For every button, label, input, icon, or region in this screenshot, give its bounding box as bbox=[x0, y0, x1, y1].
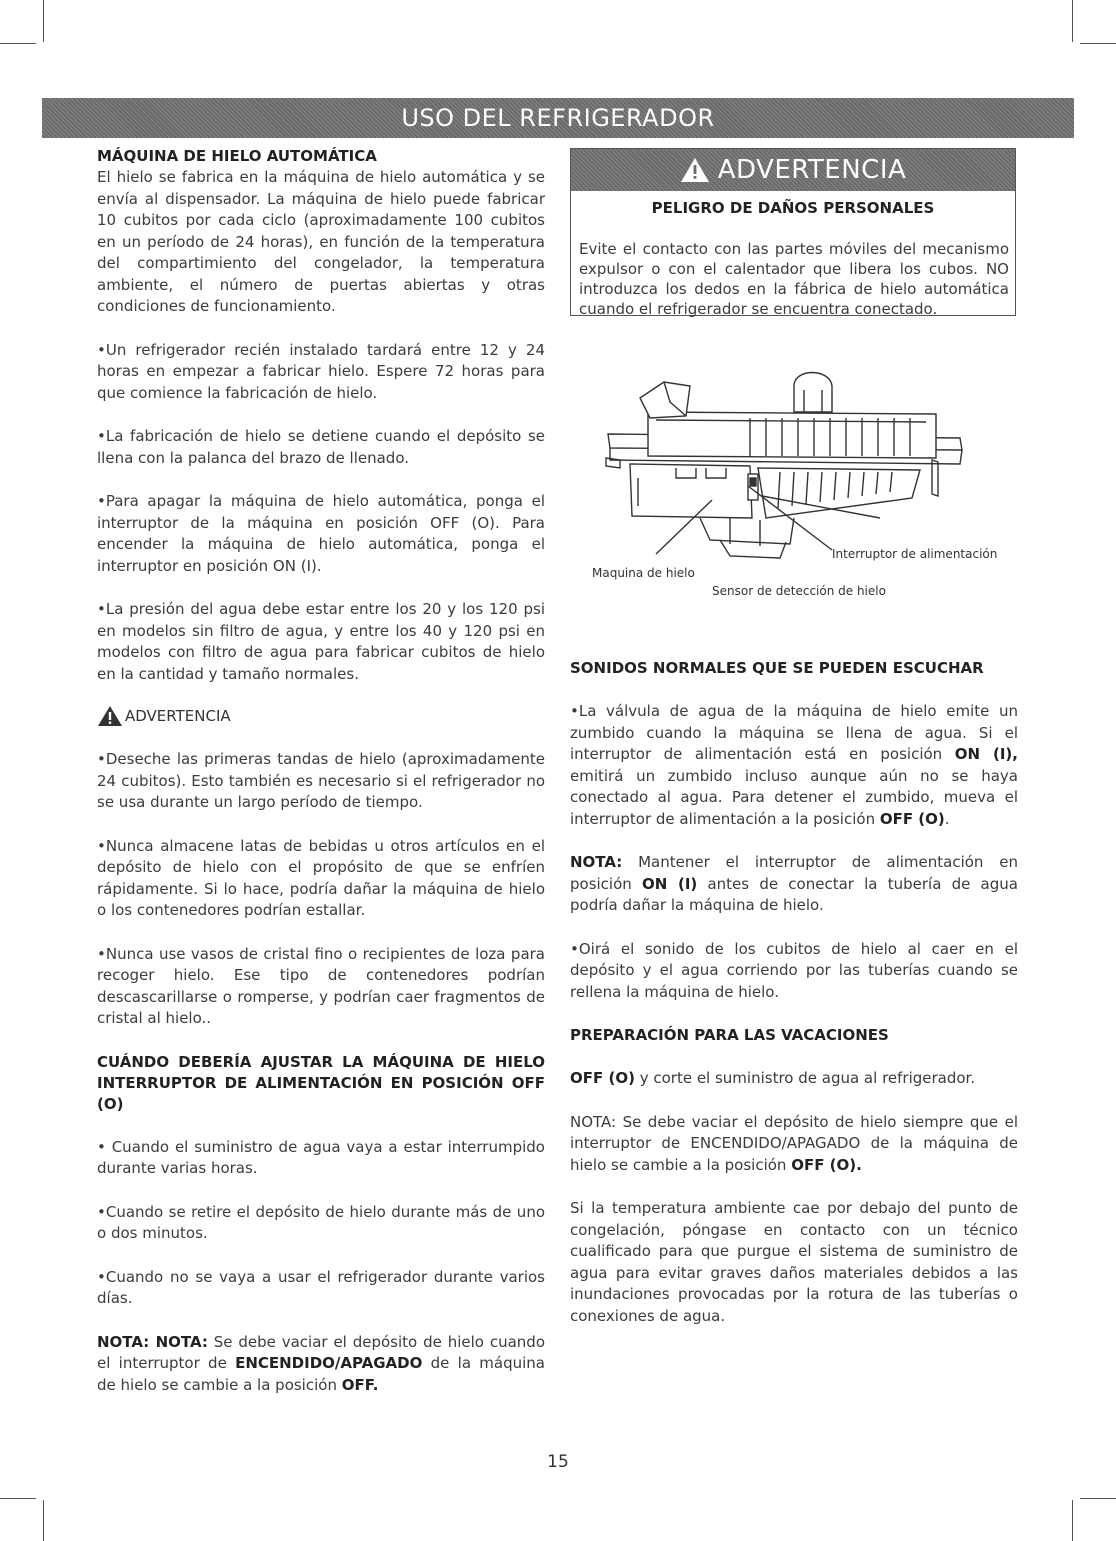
warning-bullet: •Nunca almacene latas de bebidas u otros artículos en el depósito de hielo con el propósito de que se enfríen rápidamente. Si lo hace, podría dañar la máquina de hielo o los contenedores podrían estallar. bbox=[97, 836, 545, 919]
vacation-paragraph bbox=[570, 1068, 1018, 1090]
note-bold: OFF. bbox=[341, 1375, 379, 1394]
note-text: de la máquina de hielo se cambie a la posición bbox=[97, 1354, 545, 1394]
ice-maker-illustration bbox=[580, 368, 1020, 608]
section-banner bbox=[42, 98, 1074, 138]
warning-box bbox=[570, 148, 1016, 316]
note-bold: ON (I) bbox=[642, 874, 698, 893]
label-ice-maker: Maquina de hielo bbox=[592, 566, 695, 580]
warning-heading bbox=[97, 705, 545, 727]
sounds-note bbox=[570, 852, 1018, 917]
warning-triangle-icon bbox=[680, 157, 710, 183]
crop-mark bbox=[0, 43, 36, 44]
ice-bullet: •Para apagar la máquina de hielo automática, ponga el interruptor de la máquina en posición OFF (O). Para encender la máquina de hielo automática, ponga el interruptor en posición ON (I). bbox=[97, 492, 545, 575]
warning-label: ADVERTENCIA bbox=[125, 706, 231, 725]
adjust-heading: CUÁNDO DEBERÍA AJUSTAR LA MÁQUINA DE HIELO INTERRUPTOR DE ALIMENTACIÓN EN POSICIÓN OFF (O) bbox=[97, 1052, 545, 1113]
left-column bbox=[97, 146, 545, 1396]
warning-box-body: Evite el contacto con las partes móviles del mecanismo expulsor o con el calentador que libera los cubos. NO introduzca los dedos en la fábrica de hielo automática cuando el refrigerador se encuentra conectado. bbox=[579, 240, 1009, 318]
ice-maker-intro: El hielo se fabrica en la máquina de hielo automática y se envía al dispensador. La máquina de hielo puede fabricar 10 cubitos por cada ciclo (aproximadamente 100 cubitos en un período de 24 horas), en función de la temperatura del compartimiento del congelador, la temperatura ambiente, el número de puertas abiertas y otras condiciones de funcionamiento. bbox=[97, 168, 545, 315]
ice-bullet: •La fabricación de hielo se detiene cuando el depósito se llena con la palanca del brazo de llenado. bbox=[97, 427, 545, 467]
ice-maker-diagram bbox=[580, 368, 1020, 608]
warning-bullet: •Nunca use vasos de cristal fino o recipientes de loza para recoger hielo. Ese tipo de contenedores podrían descascarillarse o romperse, y podrían caer fragmentos de cristal al hielo.. bbox=[97, 944, 545, 1027]
adjust-note bbox=[97, 1332, 545, 1397]
banner-title: USO DEL REFRIGERADOR bbox=[401, 104, 715, 132]
sounds-bold: ON (I), bbox=[954, 745, 1018, 763]
sounds-text: •La válvula de agua de la máquina de hielo emite un zumbido cuando la máquina se llena de agua. Si el interruptor de alimentación está en posición bbox=[570, 702, 1018, 763]
vacation-bold: OFF (O). bbox=[791, 1155, 862, 1174]
note-text: Mantener el interruptor de alimentación en posición bbox=[570, 853, 1018, 893]
sounds-paragraph: •Oirá el sonido de los cubitos de hielo al caer en el depósito y el agua corriendo por las tuberías cuando se rellena la máquina de hielo. bbox=[570, 939, 1018, 1001]
warning-box-subtitle: PELIGRO DE DAÑOS PERSONALES bbox=[651, 199, 935, 217]
ice-bullet: •Un refrigerador recién instalado tardará entre 12 y 24 horas en empezar a fabricar hielo. Espere 72 horas para que comience la fabricación de hielo. bbox=[97, 340, 545, 402]
crop-mark bbox=[43, 1500, 44, 1541]
adjust-bullet: •Cuando se retire el depósito de hielo durante más de uno o dos minutos. bbox=[97, 1202, 545, 1242]
adjust-bullet: • Cuando el suministro de agua vaya a estar interrumpido durante varias horas. bbox=[97, 1137, 545, 1177]
warning-triangle-icon bbox=[97, 705, 123, 727]
warning-bullet: •Deseche las primeras tandas de hielo (aproximadamente 24 cubitos). Esto también es necesario si el refrigerador no se usa durante un largo período de tiempo. bbox=[97, 750, 545, 811]
crop-mark bbox=[1080, 43, 1116, 44]
vacation-heading: PREPARACIÓN PARA LAS VACACIONES bbox=[570, 1026, 889, 1044]
note-text: antes de conectar la tubería de agua podría dañar la máquina de hielo. bbox=[570, 874, 1018, 914]
vacation-text: NOTA: Se debe vaciar el depósito de hielo siempre que el interruptor de ENCENDIDO/APAGADO de la máquina de hielo se cambie a la posición bbox=[570, 1112, 1018, 1174]
vacation-text: y corte el suministro de agua al refrigerador. bbox=[634, 1069, 976, 1087]
ice-maker-heading: MÁQUINA DE HIELO AUTOMÁTICA bbox=[97, 147, 377, 165]
note-bold: ENCENDIDO/APAGADO bbox=[235, 1354, 423, 1372]
label-ice-sensor: Sensor de detección de hielo bbox=[712, 584, 886, 598]
note-text: Se debe vaciar el depósito de hielo cuando el interruptor de bbox=[97, 1332, 545, 1372]
crop-mark bbox=[1080, 1498, 1116, 1499]
note-label: NOTA: NOTA: bbox=[97, 1332, 208, 1351]
crop-mark bbox=[1072, 0, 1073, 42]
vacation-paragraph: Si la temperatura ambiente cae por debajo del punto de congelación, póngase en contacto con un técnico cualificado para que purgue el sistema de suministro de agua para evitar graves daños materiales debidos a las inundaciones provocadas por la rotura de las tuberías o conexiones de agua. bbox=[570, 1199, 1018, 1325]
sounds-paragraph bbox=[570, 701, 1018, 830]
note-label: NOTA: bbox=[570, 853, 623, 871]
warning-box-title: ADVERTENCIA bbox=[717, 155, 907, 185]
sounds-text: emitirá un zumbido incluso aunque aún no se haya conectado al agua. Para detener el zumbido, mueva el interruptor de alimentación a la posición bbox=[570, 766, 1018, 828]
ice-bullet: •La presión del agua debe estar entre los 20 y los 120 psi en modelos sin filtro de agua, y entre los 40 y 120 psi en modelos con filtro de agua para fabricar cubitos de hielo en la cantidad y tamaño normales. bbox=[97, 600, 545, 683]
vacation-bold: OFF (O) bbox=[570, 1069, 635, 1087]
label-power-switch: Interruptor de alimentación bbox=[832, 547, 998, 561]
adjust-bullet: •Cuando no se vaya a usar el refrigerador durante varios días. bbox=[97, 1267, 545, 1307]
crop-mark bbox=[43, 0, 44, 42]
vacation-note bbox=[570, 1112, 1018, 1177]
page-number: 15 bbox=[547, 1452, 569, 1472]
right-column bbox=[570, 658, 1018, 1327]
crop-mark bbox=[0, 1498, 36, 1499]
sounds-heading: SONIDOS NORMALES QUE SE PUEDEN ESCUCHAR bbox=[570, 659, 984, 677]
sounds-text: . bbox=[944, 809, 950, 828]
sounds-bold: OFF (O) bbox=[879, 809, 945, 828]
warning-box-header bbox=[571, 149, 1015, 191]
crop-mark bbox=[1072, 1500, 1073, 1541]
